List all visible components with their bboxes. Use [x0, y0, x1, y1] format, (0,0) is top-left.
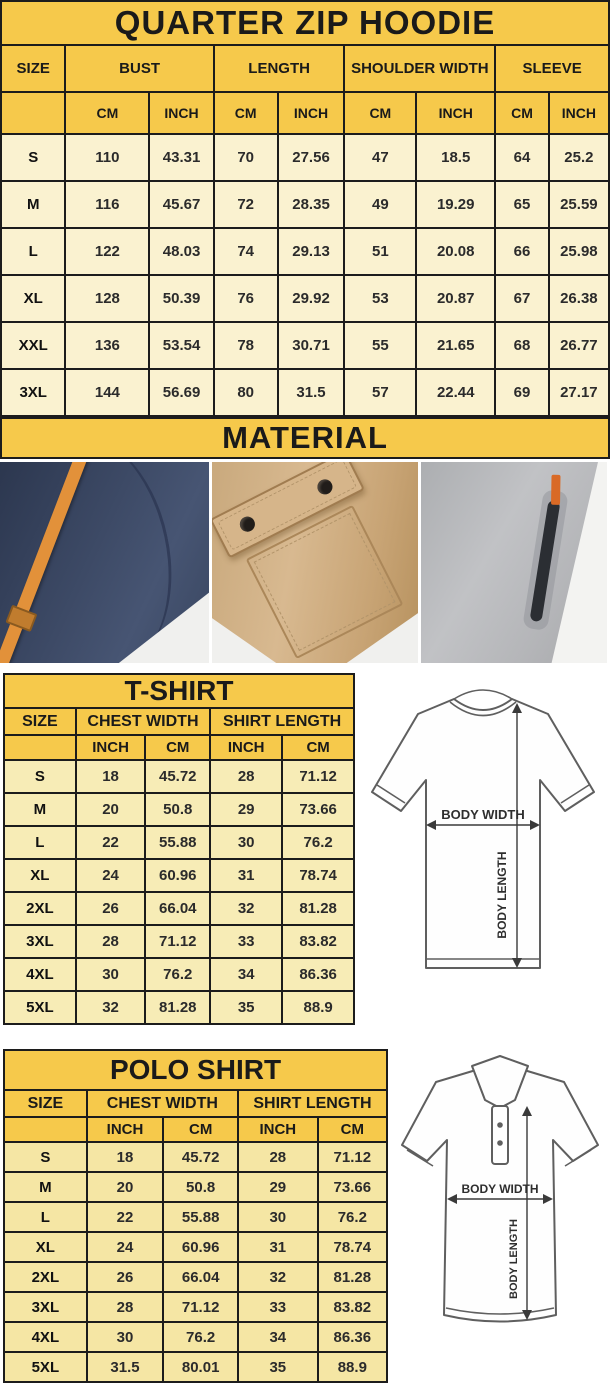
size-label: 3XL: [4, 1292, 87, 1322]
measurement-cell: 34: [238, 1322, 318, 1352]
table-row: [1, 181, 609, 228]
measurement-cell: 21.65: [416, 322, 495, 369]
measurement-cell: 67: [495, 275, 549, 322]
body-length-label: BODY LENGTH: [494, 851, 509, 939]
size-label: M: [1, 181, 65, 228]
polo-section: [0, 1049, 610, 1383]
measurement-cell: 71.12: [163, 1292, 238, 1322]
size-label: M: [4, 1172, 87, 1202]
measurement-cell: 32: [76, 991, 146, 1024]
size-label: 4XL: [4, 958, 76, 991]
measurement-cell: 66.04: [163, 1262, 238, 1292]
size-label: S: [4, 760, 76, 793]
measurement-cell: 45.72: [145, 760, 210, 793]
col-header-size: SIZE: [4, 708, 76, 735]
size-label: L: [1, 228, 65, 275]
measurement-cell: 28.35: [278, 181, 345, 228]
measurement-cell: 18: [76, 760, 146, 793]
measurement-cell: 68: [495, 322, 549, 369]
table-row: [4, 1172, 387, 1202]
table-row: [4, 1262, 387, 1292]
measurement-cell: 22.44: [416, 369, 495, 416]
measurement-cell: 60.96: [145, 859, 210, 892]
measurement-cell: 71.12: [282, 760, 354, 793]
measurement-cell: 30: [76, 958, 146, 991]
measurement-cell: 26.77: [549, 322, 609, 369]
measurement-cell: 65: [495, 181, 549, 228]
measurement-cell: 69: [495, 369, 549, 416]
measurement-cell: 30.71: [278, 322, 345, 369]
measurement-cell: 136: [65, 322, 149, 369]
measurement-cell: 28: [210, 760, 282, 793]
size-label: 4XL: [4, 1322, 87, 1352]
material-heading: MATERIAL: [0, 417, 610, 459]
measurement-cell: 29.92: [278, 275, 345, 322]
empty-cell: [4, 1117, 87, 1142]
measurement-cell: 78: [214, 322, 278, 369]
measurement-cell: 76.2: [318, 1202, 387, 1232]
measurement-cell: 29: [238, 1172, 318, 1202]
unit-header: INCH: [210, 735, 282, 760]
size-label: XL: [4, 1232, 87, 1262]
body-width-label: BODY WIDTH: [440, 807, 525, 822]
measurement-cell: 144: [65, 369, 149, 416]
unit-header: INCH: [238, 1117, 318, 1142]
measurement-cell: 66: [495, 228, 549, 275]
measurement-cell: 33: [238, 1292, 318, 1322]
table-row: [4, 859, 354, 892]
col-header-size: SIZE: [4, 1090, 87, 1117]
table-row: [4, 1232, 387, 1262]
measurement-cell: 25.2: [549, 134, 609, 181]
size-label: 5XL: [4, 991, 76, 1024]
measurement-cell: 28: [76, 925, 146, 958]
measurement-cell: 31.5: [87, 1352, 164, 1382]
measurement-cell: 47: [344, 134, 416, 181]
measurement-cell: 32: [238, 1262, 318, 1292]
tshirt-section: [0, 673, 610, 1025]
body-width-label: BODY WIDTH: [461, 1182, 539, 1196]
measurement-cell: 78.74: [282, 859, 354, 892]
unit-header: INCH: [416, 92, 495, 134]
size-label: S: [4, 1142, 87, 1172]
col-header-sleeve: SLEEVE: [495, 45, 609, 92]
measurement-cell: 71.12: [145, 925, 210, 958]
button: [497, 1140, 503, 1146]
measurement-cell: 74: [214, 228, 278, 275]
measurement-cell: 26.38: [549, 275, 609, 322]
measurement-cell: 128: [65, 275, 149, 322]
measurement-cell: 20: [87, 1172, 164, 1202]
col-header-shoulder-width: SHOULDER WIDTH: [344, 45, 495, 92]
measurement-cell: 88.9: [318, 1352, 387, 1382]
measurement-cell: 122: [65, 228, 149, 275]
table-row: [1, 275, 609, 322]
unit-header: CM: [145, 735, 210, 760]
measurement-cell: 49: [344, 181, 416, 228]
measurement-cell: 50.8: [163, 1172, 238, 1202]
table-row: [4, 991, 354, 1024]
table-row: [4, 1292, 387, 1322]
size-label: XL: [4, 859, 76, 892]
measurement-cell: 86.36: [318, 1322, 387, 1352]
measurement-cell: 27.17: [549, 369, 609, 416]
table-row: [4, 892, 354, 925]
size-label: XXL: [1, 322, 65, 369]
measurement-cell: 33: [210, 925, 282, 958]
table-row: [4, 826, 354, 859]
unit-header: CM: [65, 92, 149, 134]
measurement-cell: 31.5: [278, 369, 345, 416]
measurement-cell: 19.29: [416, 181, 495, 228]
measurement-cell: 24: [87, 1232, 164, 1262]
measurement-cell: 35: [238, 1352, 318, 1382]
measurement-cell: 80.01: [163, 1352, 238, 1382]
col-header-chest-width: CHEST WIDTH: [76, 708, 210, 735]
measurement-cell: 22: [87, 1202, 164, 1232]
khaki-pocket-photo: [212, 462, 418, 663]
measurement-cell: 86.36: [282, 958, 354, 991]
unit-header: INCH: [149, 92, 213, 134]
unit-header: INCH: [76, 735, 146, 760]
measurement-cell: 22: [76, 826, 146, 859]
measurement-cell: 50.8: [145, 793, 210, 826]
cargo-pocket: [212, 462, 418, 663]
measurement-cell: 20.08: [416, 228, 495, 275]
measurement-cell: 26: [76, 892, 146, 925]
placket: [492, 1106, 508, 1164]
col-header-chest-width: CHEST WIDTH: [87, 1090, 238, 1117]
measurement-cell: 24: [76, 859, 146, 892]
measurement-cell: 32: [210, 892, 282, 925]
measurement-cell: 76: [214, 275, 278, 322]
measurement-cell: 55.88: [145, 826, 210, 859]
measurement-cell: 81.28: [318, 1262, 387, 1292]
measurement-cell: 55.88: [163, 1202, 238, 1232]
measurement-cell: 80: [214, 369, 278, 416]
measurement-cell: 73.66: [282, 793, 354, 826]
empty-cell: [4, 735, 76, 760]
measurement-cell: 66.04: [145, 892, 210, 925]
table-row: [4, 1352, 387, 1382]
measurement-cell: 50.39: [149, 275, 213, 322]
unit-header: CM: [282, 735, 354, 760]
size-label: S: [1, 134, 65, 181]
navy-fabric-photo: [0, 462, 209, 663]
table-row: [1, 134, 609, 181]
snap-button: [237, 514, 257, 534]
measurement-cell: 34: [210, 958, 282, 991]
unit-header: CM: [495, 92, 549, 134]
measurement-cell: 72: [214, 181, 278, 228]
measurement-cell: 81.28: [145, 991, 210, 1024]
measurement-cell: 56.69: [149, 369, 213, 416]
tshirt-diagram: [357, 673, 609, 1003]
polo-diagram-box: [388, 1049, 610, 1349]
hoodie-size-chart: [0, 0, 610, 417]
button: [497, 1122, 503, 1128]
measurement-cell: 25.98: [549, 228, 609, 275]
orange-zipper-pull: [551, 475, 561, 505]
unit-header: CM: [318, 1117, 387, 1142]
col-header-shirt-length: SHIRT LENGTH: [238, 1090, 387, 1117]
table-row: [4, 760, 354, 793]
measurement-cell: 76.2: [282, 826, 354, 859]
measurement-cell: 51: [344, 228, 416, 275]
col-header-shirt-length: SHIRT LENGTH: [210, 708, 354, 735]
polo-size-chart: [3, 1049, 388, 1383]
table-row: [1, 322, 609, 369]
unit-header: CM: [163, 1117, 238, 1142]
measurement-cell: 28: [87, 1292, 164, 1322]
measurement-cell: 25.59: [549, 181, 609, 228]
measurement-cell: 29: [210, 793, 282, 826]
measurement-cell: 71.12: [318, 1142, 387, 1172]
size-label: 2XL: [4, 892, 76, 925]
size-label: XL: [1, 275, 65, 322]
measurement-cell: 55: [344, 322, 416, 369]
tshirt-outline: [372, 699, 594, 968]
hoodie-title: QUARTER ZIP HOODIE: [1, 1, 609, 45]
measurement-cell: 30: [210, 826, 282, 859]
table-row: [4, 1142, 387, 1172]
measurement-cell: 83.82: [318, 1292, 387, 1322]
size-label: 3XL: [1, 369, 65, 416]
unit-header: INCH: [549, 92, 609, 134]
tshirt-size-chart: [3, 673, 355, 1025]
measurement-cell: 48.03: [149, 228, 213, 275]
measurement-cell: 20: [76, 793, 146, 826]
measurement-cell: 43.31: [149, 134, 213, 181]
size-label: 2XL: [4, 1262, 87, 1292]
measurement-cell: 81.28: [282, 892, 354, 925]
measurement-cell: 83.82: [282, 925, 354, 958]
measurement-cell: 78.74: [318, 1232, 387, 1262]
table-row: [1, 228, 609, 275]
snap-button: [315, 477, 335, 497]
polo-diagram: [390, 1049, 608, 1349]
measurement-cell: 35: [210, 991, 282, 1024]
measurement-cell: 45.67: [149, 181, 213, 228]
measurement-cell: 26: [87, 1262, 164, 1292]
unit-header: CM: [344, 92, 416, 134]
measurement-cell: 20.87: [416, 275, 495, 322]
measurement-cell: 60.96: [163, 1232, 238, 1262]
measurement-cell: 31: [210, 859, 282, 892]
measurement-cell: 18: [87, 1142, 164, 1172]
unit-header: CM: [214, 92, 278, 134]
polo-title: POLO SHIRT: [4, 1050, 387, 1090]
measurement-cell: 45.72: [163, 1142, 238, 1172]
measurement-cell: 29.13: [278, 228, 345, 275]
table-row: [4, 793, 354, 826]
table-row: [1, 369, 609, 416]
unit-header: INCH: [87, 1117, 164, 1142]
measurement-cell: 110: [65, 134, 149, 181]
collar-outer: [454, 690, 512, 699]
measurement-cell: 73.66: [318, 1172, 387, 1202]
gray-zipper-photo: [421, 462, 607, 663]
measurement-cell: 76.2: [145, 958, 210, 991]
size-label: 3XL: [4, 925, 76, 958]
measurement-cell: 70: [214, 134, 278, 181]
tshirt-title: T-SHIRT: [4, 674, 354, 708]
tshirt-diagram-box: [355, 673, 610, 1003]
measurement-cell: 88.9: [282, 991, 354, 1024]
table-row: [4, 958, 354, 991]
measurement-cell: 28: [238, 1142, 318, 1172]
measurement-cell: 57: [344, 369, 416, 416]
col-header-length: LENGTH: [214, 45, 345, 92]
measurement-cell: 53: [344, 275, 416, 322]
measurement-cell: 27.56: [278, 134, 345, 181]
measurement-cell: 31: [238, 1232, 318, 1262]
size-label: L: [4, 826, 76, 859]
measurement-cell: 53.54: [149, 322, 213, 369]
measurement-cell: 30: [238, 1202, 318, 1232]
col-header-size: SIZE: [1, 45, 65, 92]
measurement-cell: 76.2: [163, 1322, 238, 1352]
measurement-cell: 64: [495, 134, 549, 181]
size-label: M: [4, 793, 76, 826]
table-row: [4, 1202, 387, 1232]
material-photos: [0, 462, 610, 663]
empty-cell: [1, 92, 65, 134]
size-label: 5XL: [4, 1352, 87, 1382]
measurement-cell: 116: [65, 181, 149, 228]
table-row: [4, 1322, 387, 1352]
table-row: [4, 925, 354, 958]
measurement-cell: 30: [87, 1322, 164, 1352]
col-header-bust: BUST: [65, 45, 213, 92]
unit-header: INCH: [278, 92, 345, 134]
size-label: L: [4, 1202, 87, 1232]
body-length-label: BODY LENGTH: [508, 1219, 520, 1299]
measurement-cell: 18.5: [416, 134, 495, 181]
